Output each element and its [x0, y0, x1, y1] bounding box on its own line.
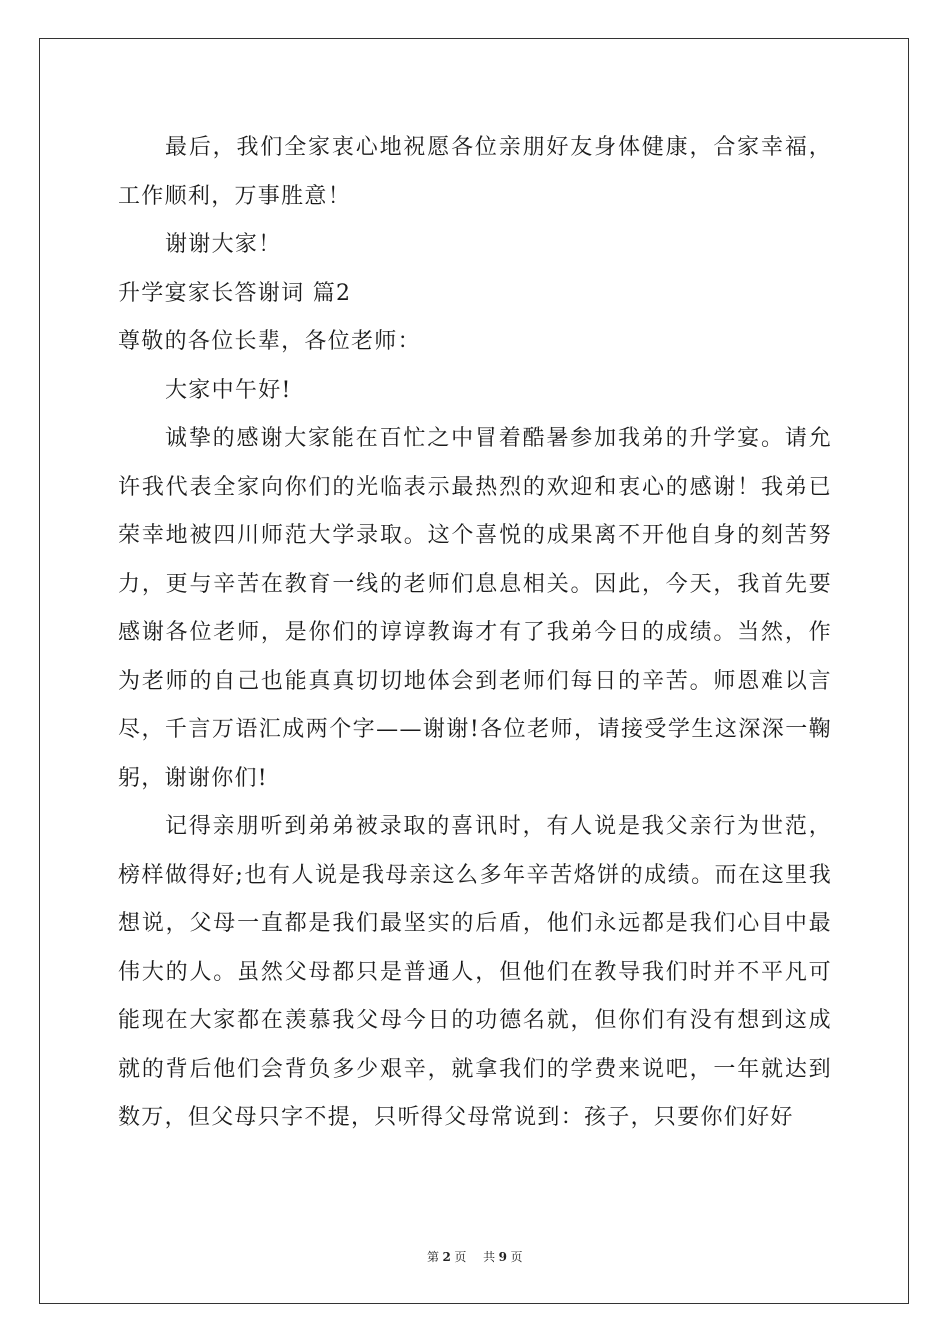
page-indicator — [424, 1250, 470, 1264]
paragraph-closing-wishes: 最后，我们全家衷心地祝愿各位亲朋好友身体健康，合家幸福，工作顺利，万事胜意！ — [118, 135, 832, 209]
total-prefix: 共 — [483, 1250, 496, 1264]
total-suffix: 页 — [510, 1250, 524, 1264]
paragraph-body-2: 记得亲朋听到弟弟被录取的喜讯时，有人说是我父亲行为世范，榜样做得好;也有人说是我母亲这么多年辛苦烙饼的成绩。而在这里我想说，父母一直都是我们最坚实的后盾，他们永远都是我们心目中最伟大的人。虽然父母都只是普通人，但他们在教导我们时并不平凡可能现在大家都在羡慕我父母今日的功德名就，但你们有没有想到这成就的背后他们会背负多少艰辛，就拿我们的学费来说吧，一年就达到数万，但父母只字不提，只听得父母常说到：孩子，只要你们好好 — [118, 814, 832, 1130]
section-title: 升学宴家长答谢词 篇2 — [118, 280, 352, 306]
paragraph-thanks: 谢谢大家！ — [165, 232, 282, 257]
document-body — [118, 124, 832, 1143]
total-indicator — [480, 1250, 526, 1264]
salutation: 尊敬的各位长辈，各位老师： — [118, 329, 421, 354]
page-number: 2 — [442, 1250, 452, 1264]
paragraph-body-1: 诚挚的感谢大家能在百忙之中冒着酷暑参加我弟的升学宴。请允许我代表全家向你们的光临表示最热烈的欢迎和衷心的感谢！我弟已荣幸地被四川师范大学录取。这个喜悦的成果离不开他自身的刻苦努力，更与辛苦在教育一线的老师们息息相关。因此，今天，我首先要感谢各位老师，是你们的谆谆教诲才有了我弟今日的成绩。当然，作为老师的自己也能真真切切地体会到老师们每日的辛苦。师恩难以言尽，千言万语汇成两个字——谢谢!各位老师，请接受学生这深深一鞠躬，谢谢你们! — [118, 426, 832, 791]
greeting: 大家中午好! — [165, 377, 292, 403]
page-prefix: 第 — [426, 1250, 440, 1264]
total-pages: 9 — [498, 1250, 508, 1264]
page-footer — [0, 1248, 950, 1265]
page-suffix: 页 — [454, 1250, 467, 1264]
